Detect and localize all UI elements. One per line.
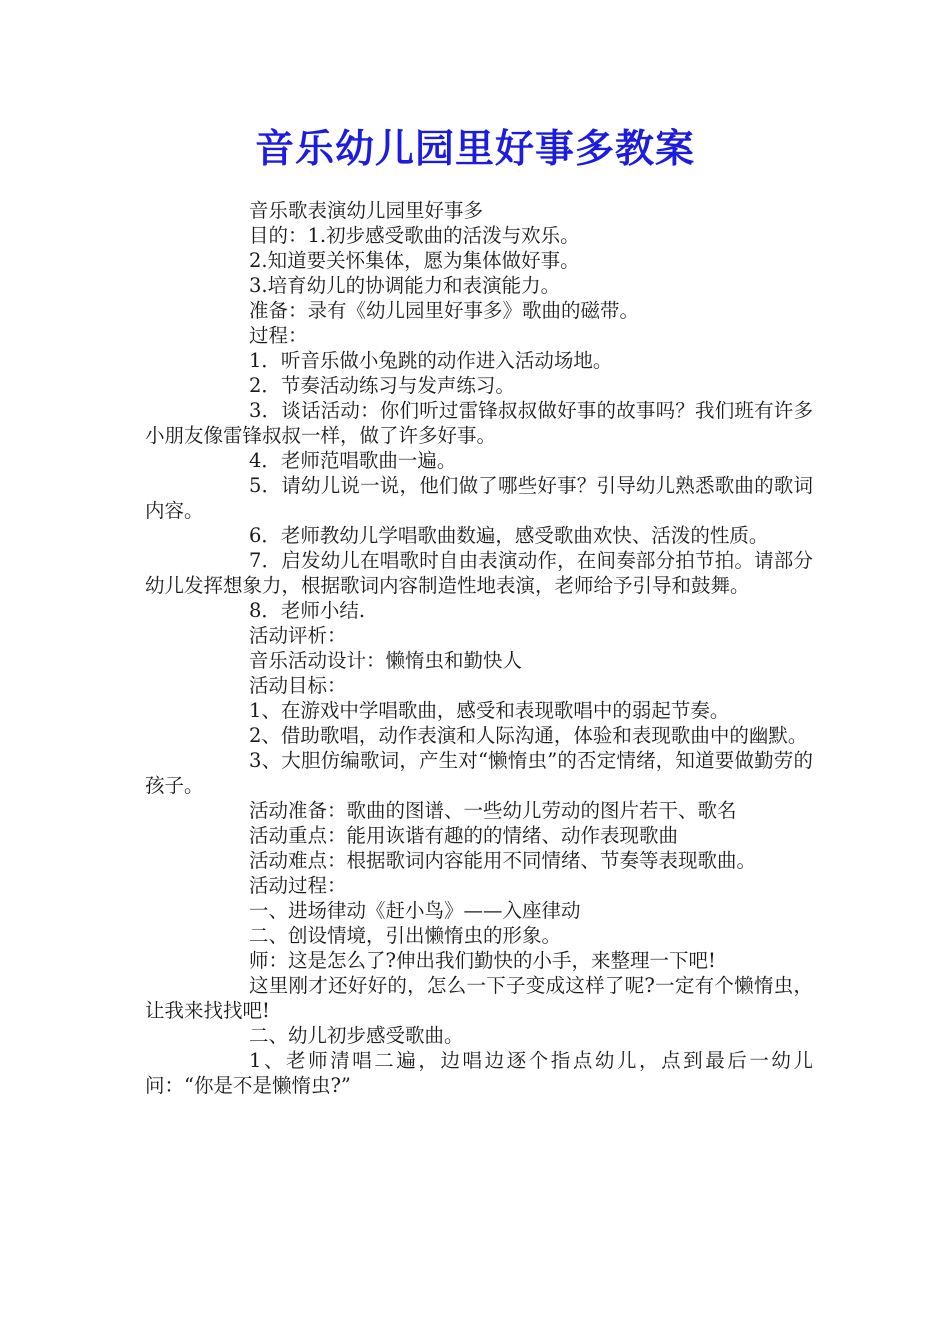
- paragraph: 音乐活动设计：懒惰虫和勤快人: [249, 649, 523, 672]
- document-title: 音乐幼儿园里好事多教案: [254, 127, 695, 172]
- paragraph: 1．听音乐做小兔跳的动作进入活动场地。: [249, 349, 613, 372]
- paragraph: 准备：录有《幼儿园里好事多》歌曲的磁带。: [249, 299, 640, 322]
- paragraph: 6．老师教幼儿学唱歌曲数遍，感受歌曲欢快、活泼的性质。: [249, 524, 769, 547]
- paragraph: 2.知道要关怀集体，愿为集体做好事。: [249, 249, 580, 272]
- paragraph: 3．谈话活动：你们听过雷锋叔叔做好事的故事吗？我们班有许多小朋友像雷锋叔叔一样，做了许多好事。: [145, 399, 813, 447]
- paragraph: 3、大胆仿编歌词，产生对“懒惰虫”的否定情绪，知道要做勤劳的孩子。: [145, 749, 813, 797]
- paragraph: 1、老师清唱二遍，边唱边逐个指点幼儿，点到最后一幼儿问：“你是不是懒惰虫?”: [145, 1049, 813, 1097]
- paragraph: 活动评析：: [249, 624, 347, 647]
- paragraph: 音乐歌表演幼儿园里好事多: [249, 199, 484, 222]
- paragraph: 2．节奏活动练习与发声练习。: [249, 374, 515, 397]
- paragraph: 活动目标：: [249, 674, 347, 697]
- paragraph: 师：这是怎么了?伸出我们勤快的小手，来整理一下吧!: [249, 949, 716, 972]
- document-body: [145, 198, 813, 1098]
- paragraph: 8．老师小结.: [249, 599, 366, 622]
- paragraph: 1、在游戏中学唱歌曲，感受和表现歌唱中的弱起节奏。: [249, 699, 730, 722]
- paragraph: 二、幼儿初步感受歌曲。: [249, 1024, 464, 1047]
- paragraph: 活动准备：歌曲的图谱、一些幼儿劳动的图片若干、歌名: [249, 799, 737, 822]
- paragraph: 活动重点：能用诙谐有趣的的情绪、动作表现歌曲: [249, 824, 679, 847]
- paragraph: 活动过程：: [249, 874, 347, 897]
- paragraph: 活动难点：根据歌词内容能用不同情绪、节奏等表现歌曲。: [249, 849, 757, 872]
- paragraph: 7．启发幼儿在唱歌时自由表演动作，在间奏部分拍节拍。请部分幼儿发挥想象力，根据歌词内容制造性地表演，老师给予引导和鼓舞。: [145, 549, 813, 597]
- paragraph: 目的：1.初步感受歌曲的活泼与欢乐。: [249, 224, 580, 247]
- paragraph: 过程：: [249, 324, 308, 347]
- paragraph: 5．请幼儿说一说，他们做了哪些好事？引导幼儿熟悉歌曲的歌词内容。: [145, 474, 813, 522]
- paragraph: 2、借助歌唱，动作表演和人际沟通，体验和表现歌曲中的幽默。: [249, 724, 808, 747]
- paragraph: 二、创设情境，引出懒惰虫的形象。: [249, 924, 562, 947]
- paragraph: 4．老师范唱歌曲一遍。: [249, 449, 457, 472]
- paragraph: 一、进场律动《赶小鸟》——入座律动: [249, 899, 581, 922]
- paragraph: 3.培育幼儿的协调能力和表演能力。: [249, 274, 561, 297]
- paragraph: 这里刚才还好好的，怎么一下子变成这样了呢?一定有个懒惰虫，让我来找找吧!: [145, 974, 813, 1022]
